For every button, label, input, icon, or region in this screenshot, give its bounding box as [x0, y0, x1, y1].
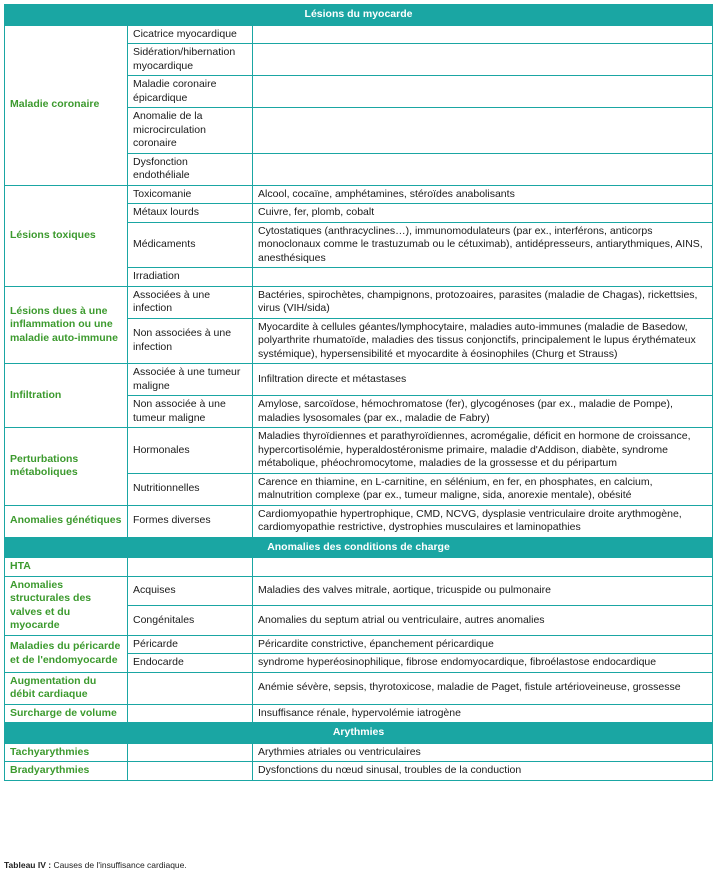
subcategory-cell: Dysfonction endothéliale [128, 153, 253, 185]
subcategory-cell [128, 743, 253, 762]
category-cell: Augmentation du débit cardiaque [5, 672, 128, 704]
detail-cell: Infiltration directe et métastases [253, 364, 713, 396]
subcategory-cell: Associée à une tumeur maligne [128, 364, 253, 396]
detail-cell: Arythmies atriales ou ventriculaires [253, 743, 713, 762]
table-row [5, 743, 713, 762]
subcategory-cell: Nutritionnelles [128, 473, 253, 505]
subcategory-cell: Congénitales [128, 606, 253, 636]
detail-cell: Maladies des valves mitrale, aortique, tricuspide ou pulmonaire [253, 576, 713, 606]
subcategory-cell: Sidération/hibernation myocardique [128, 44, 253, 76]
causes-table-container [4, 4, 712, 781]
section-title: Anomalies des conditions de charge [5, 537, 713, 558]
table-row [5, 505, 713, 537]
detail-cell: Cuivre, fer, plomb, cobalt [253, 204, 713, 223]
section-header-row [5, 537, 713, 558]
detail-cell: Bactéries, spirochètes, champignons, protozoaires, parasites (maladie de Chagas), rickettsies, virus (VIH/sida) [253, 286, 713, 318]
caption-text: Causes de l'insuffisance cardiaque. [51, 860, 187, 870]
detail-cell: Carence en thiamine, en L-carnitine, en sélénium, en fer, en phosphates, en calcium, malnutrition complexe (par ex., tumeur maligne, sida, anorexie mentale), obésité [253, 473, 713, 505]
table-row [5, 286, 713, 318]
detail-cell: Myocardite à cellules géantes/lymphocytaire, maladies auto-immunes (maladie de Basedow, polyarthrite rhumatoïde, maladies des tissus conjonctifs, principalement le lupus érythémateux systémique), hypersensibilité et myocardite à éosinophiles (Churg et Strauss) [253, 318, 713, 364]
category-cell: Infiltration [5, 364, 128, 428]
subcategory-cell [128, 762, 253, 781]
detail-cell [253, 44, 713, 76]
detail-cell [253, 108, 713, 154]
subcategory-cell: Non associée à une tumeur maligne [128, 396, 253, 428]
subcategory-cell: Irradiation [128, 268, 253, 287]
table-row [5, 672, 713, 704]
detail-cell [253, 558, 713, 577]
table-row [5, 635, 713, 654]
category-cell: Maladie coronaire [5, 25, 128, 185]
subcategory-cell: Non associées à une infection [128, 318, 253, 364]
subcategory-cell: Endocarde [128, 654, 253, 673]
category-cell: Surcharge de volume [5, 704, 128, 723]
detail-cell: Cytostatiques (anthracyclines…), immunomodulateurs (par ex., interférons, anticorps monoclonaux comme le trastuzumab ou le cétuximab), antidépresseurs, antiarythmiques, AINS, anesthésiques [253, 222, 713, 268]
category-cell: Lésions toxiques [5, 185, 128, 286]
category-cell: Lésions dues à une inflammation ou une maladie auto-immune [5, 286, 128, 364]
causes-table-body [5, 5, 713, 781]
category-cell: Maladies du péricarde et de l'endomyocarde [5, 635, 128, 672]
category-cell: Anomalies structurales des valves et du myocarde [5, 576, 128, 635]
subcategory-cell: Hormonales [128, 428, 253, 474]
detail-cell: Maladies thyroïdiennes et parathyroïdiennes, acromégalie, déficit en hormone de croissance, hypercortisolémie, hyperaldostéronisme primaire, maladie d'Addison, diabète, syndrome métabolique, phéochromocytome, maladies de la grossesse et du péripartum [253, 428, 713, 474]
subcategory-cell: Médicaments [128, 222, 253, 268]
section-header-row [5, 723, 713, 744]
section-title: Lésions du myocarde [5, 5, 713, 26]
section-title: Arythmies [5, 723, 713, 744]
table-row [5, 762, 713, 781]
caption-label: Tableau IV : [4, 860, 52, 870]
table-caption [4, 860, 187, 870]
subcategory-cell: Maladie coronaire épicardique [128, 76, 253, 108]
subcategory-cell: Anomalie de la microcirculation coronaire [128, 108, 253, 154]
subcategory-cell: Péricarde [128, 635, 253, 654]
category-cell: Bradyarythmies [5, 762, 128, 781]
subcategory-cell [128, 704, 253, 723]
category-cell: Anomalies génétiques [5, 505, 128, 537]
table-row [5, 25, 713, 44]
detail-cell: Amylose, sarcoïdose, hémochromatose (fer), glycogénoses (par ex., maladie de Pompe), maladies lysosomales (par ex., maladie de Fabry) [253, 396, 713, 428]
detail-cell: Anomalies du septum atrial ou ventriculaire, autres anomalies [253, 606, 713, 636]
subcategory-cell: Cicatrice myocardique [128, 25, 253, 44]
detail-cell [253, 153, 713, 185]
detail-cell: Alcool, cocaïne, amphétamines, stéroïdes anabolisants [253, 185, 713, 204]
detail-cell [253, 268, 713, 287]
table-row [5, 558, 713, 577]
table-row [5, 428, 713, 474]
table-row [5, 364, 713, 396]
causes-table [4, 4, 713, 781]
subcategory-cell [128, 558, 253, 577]
subcategory-cell: Métaux lourds [128, 204, 253, 223]
detail-cell: Anémie sévère, sepsis, thyrotoxicose, maladie de Paget, fistule artérioveineuse, grossesse [253, 672, 713, 704]
detail-cell [253, 25, 713, 44]
category-cell: Perturbations métaboliques [5, 428, 128, 506]
category-cell: HTA [5, 558, 128, 577]
detail-cell: Dysfonctions du nœud sinusal, troubles de la conduction [253, 762, 713, 781]
detail-cell [253, 76, 713, 108]
section-header-row [5, 5, 713, 26]
detail-cell: Insuffisance rénale, hypervolémie iatrogène [253, 704, 713, 723]
subcategory-cell: Acquises [128, 576, 253, 606]
table-row [5, 185, 713, 204]
category-cell: Tachyarythmies [5, 743, 128, 762]
detail-cell: Cardiomyopathie hypertrophique, CMD, NCVG, dysplasie ventriculaire droite arythmogène, cardiomyopathie restrictive, dystrophies musculaires et laminopathies [253, 505, 713, 537]
subcategory-cell: Formes diverses [128, 505, 253, 537]
subcategory-cell: Associées à une infection [128, 286, 253, 318]
subcategory-cell [128, 672, 253, 704]
detail-cell: Péricardite constrictive, épanchement péricardique [253, 635, 713, 654]
table-row [5, 576, 713, 606]
subcategory-cell: Toxicomanie [128, 185, 253, 204]
table-row [5, 704, 713, 723]
detail-cell: syndrome hyperéosinophilique, fibrose endomyocardique, fibroélastose endocardique [253, 654, 713, 673]
